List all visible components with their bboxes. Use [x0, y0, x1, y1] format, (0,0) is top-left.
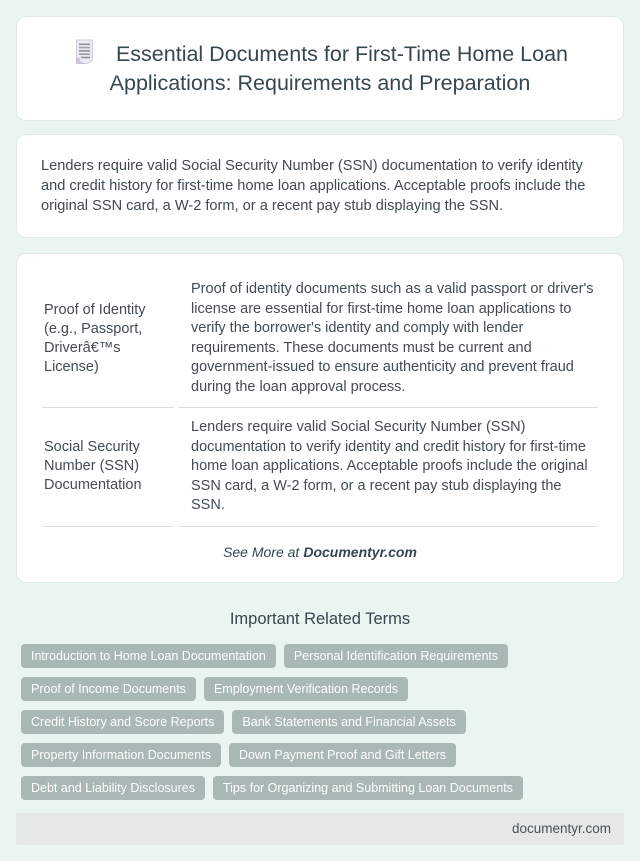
term-cell: Proof of Identity (e.g., Passport, Driverâ€™s License)	[42, 270, 174, 408]
intro-card	[16, 134, 624, 238]
table-row	[42, 270, 598, 408]
terms-table	[37, 270, 603, 527]
see-more-note	[37, 544, 603, 560]
intro-paragraph: Lenders require valid Social Security Number (SSN) documentation to verify identity and credit history for first-time home loan applications. Acceptable proofs include the original SSN card, a W-2 form, or a recent pay stub displaying the SSN.	[41, 158, 586, 214]
see-more-prefix: See More at	[223, 543, 300, 560]
receipt-icon	[72, 39, 96, 65]
description-cell: Proof of identity documents such as a valid passport or driver's license are essential for first-time home loan applications to verify the borrower's identity and comply with lender requirements. These documents must be current and government-issued to ensure authenticity and prevent fraud during the loan approval process.	[179, 270, 598, 408]
related-term-tag[interactable]: Proof of Income Documents	[21, 677, 196, 701]
description-cell: Lenders require valid Social Security Number (SSN) documentation to verify identity and credit history for first-time home loan applications. Acceptable proofs include the original SSN card, a W-2 form, or a recent pay stub displaying the SSN.	[179, 408, 598, 527]
related-term-tag[interactable]: Introduction to Home Loan Documentation	[21, 644, 276, 668]
see-more-site: Documentyr.com	[303, 543, 417, 560]
related-term-tag[interactable]: Debt and Liability Disclosures	[21, 776, 205, 800]
related-term-tag[interactable]: Credit History and Score Reports	[21, 710, 224, 734]
related-terms-list	[16, 644, 624, 800]
related-term-tag[interactable]: Personal Identification Requirements	[284, 644, 508, 668]
terms-table-body	[42, 270, 598, 527]
page-title	[43, 39, 597, 98]
footer-site-label: documentyr.com	[511, 821, 611, 836]
title-card	[16, 16, 624, 121]
table-row	[42, 408, 598, 527]
related-terms-heading: Important Related Terms	[229, 609, 411, 628]
related-term-tag[interactable]: Down Payment Proof and Gift Letters	[229, 743, 456, 767]
related-term-tag[interactable]: Employment Verification Records	[204, 677, 408, 701]
page-title-text: Essential Documents for First-Time Home Loan Applications: Requirements and Preparation	[109, 42, 569, 95]
documents-table-card	[16, 253, 624, 583]
term-cell: Social Security Number (SSN) Documentation	[42, 408, 174, 527]
footer-bar	[16, 813, 624, 845]
related-term-tag[interactable]: Tips for Organizing and Submitting Loan Documents	[213, 776, 523, 800]
related-term-tag[interactable]: Property Information Documents	[21, 743, 221, 767]
related-term-tag[interactable]: Bank Statements and Financial Assets	[232, 710, 465, 734]
